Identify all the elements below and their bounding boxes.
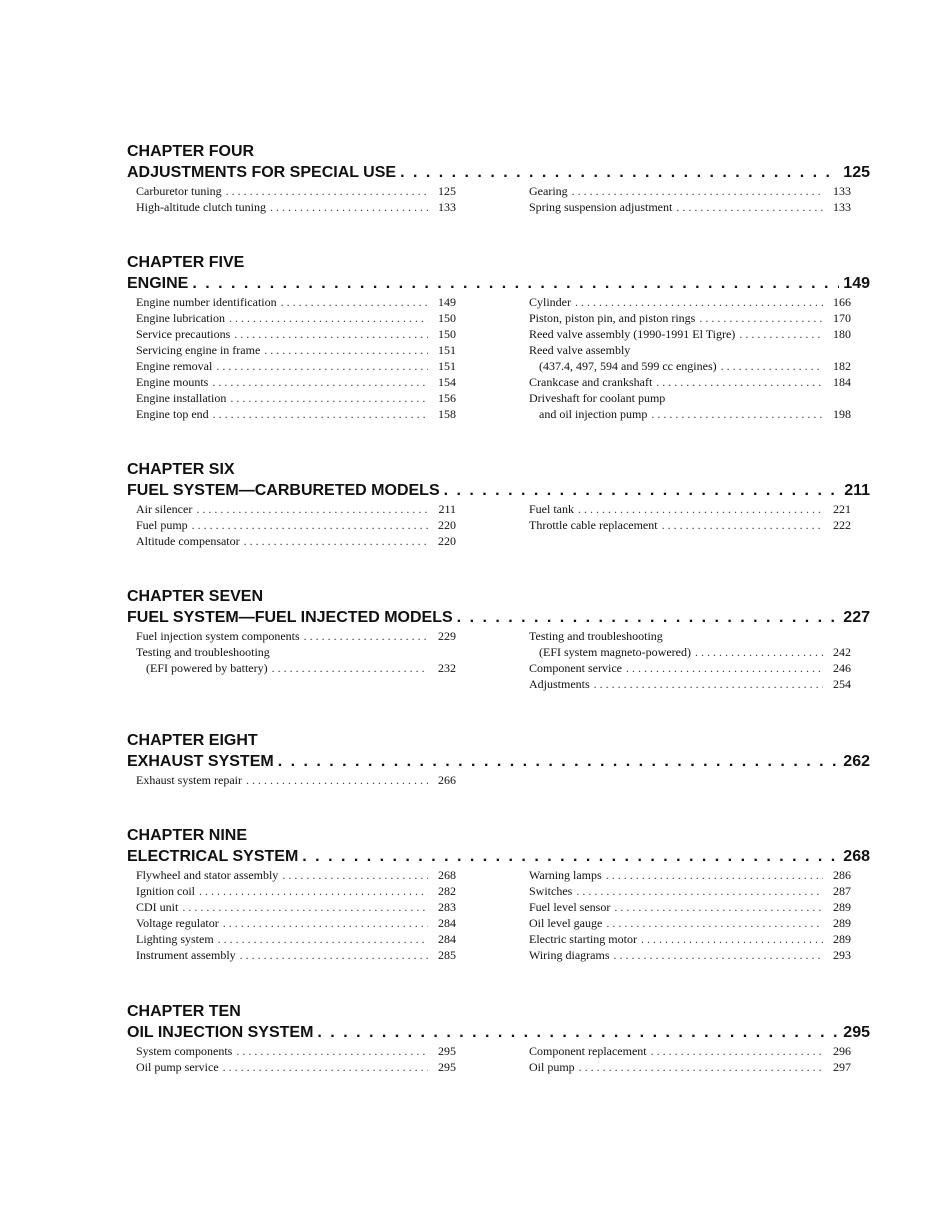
toc-entry[interactable] bbox=[529, 644, 851, 660]
entry-title: Reed valve assembly bbox=[529, 343, 631, 357]
entry-title: High-altitude clutch tuning bbox=[136, 200, 266, 214]
leader-dots bbox=[614, 947, 824, 963]
entry-page: 242 bbox=[833, 645, 851, 659]
toc-entry[interactable] bbox=[529, 628, 851, 644]
entry-page: 133 bbox=[438, 200, 456, 214]
entry-page: 133 bbox=[833, 184, 851, 198]
entry-title: Gearing bbox=[529, 184, 568, 198]
leader-dots bbox=[223, 1059, 428, 1075]
entry-page: 246 bbox=[833, 661, 851, 675]
entries-right-column bbox=[529, 1043, 851, 1075]
toc-entry[interactable] bbox=[136, 390, 456, 406]
entry-title: Reed valve assembly (1990-1991 El Tigre) bbox=[529, 327, 736, 341]
entry-page: 211 bbox=[438, 502, 456, 516]
toc-entry[interactable] bbox=[529, 406, 851, 422]
leader-dots bbox=[614, 899, 823, 915]
leader-dots bbox=[317, 1022, 839, 1043]
toc-entry[interactable] bbox=[529, 294, 851, 310]
entry-title: Throttle cable replacement bbox=[529, 518, 658, 532]
entry-page: 166 bbox=[833, 295, 851, 309]
leader-dots bbox=[278, 751, 840, 772]
entry-page: 295 bbox=[438, 1060, 456, 1074]
toc-entry[interactable] bbox=[136, 772, 456, 788]
toc-entry[interactable] bbox=[136, 644, 456, 660]
entry-page: 150 bbox=[438, 311, 456, 325]
entry-page: 284 bbox=[438, 932, 456, 946]
entry-title: Fuel level sensor bbox=[529, 900, 611, 914]
toc-entry[interactable] bbox=[529, 660, 851, 676]
entry-title: Adjustments bbox=[529, 677, 590, 691]
leader-dots bbox=[662, 517, 823, 533]
chapter-title-row[interactable] bbox=[127, 846, 870, 867]
entry-page: 151 bbox=[438, 343, 456, 357]
toc-entry[interactable] bbox=[136, 947, 456, 963]
entry-title: (437.4, 497, 594 and 599 cc engines) bbox=[539, 359, 717, 373]
entry-page: 286 bbox=[833, 868, 851, 882]
leader-dots bbox=[213, 406, 428, 422]
entry-title: Testing and troubleshooting bbox=[136, 645, 270, 659]
toc-entry[interactable] bbox=[529, 676, 851, 692]
entry-page: 268 bbox=[438, 868, 456, 882]
chapter-label: CHAPTER EIGHT bbox=[127, 732, 258, 749]
chapter-label: CHAPTER FOUR bbox=[127, 143, 255, 160]
chapter-page-number: 211 bbox=[844, 482, 870, 499]
chapter-title: ENGINE bbox=[127, 275, 189, 292]
entries-right-column bbox=[529, 867, 851, 963]
entry-title: Carburetor tuning bbox=[136, 184, 222, 198]
entry-page: 133 bbox=[833, 200, 851, 214]
entry-title: Oil level gauge bbox=[529, 916, 603, 930]
leader-dots bbox=[576, 883, 823, 899]
toc-entry[interactable] bbox=[529, 358, 851, 374]
toc-entry[interactable] bbox=[136, 183, 456, 199]
entry-title: Engine number identification bbox=[136, 295, 277, 309]
chapter-title: OIL INJECTION SYSTEM bbox=[127, 1024, 314, 1041]
entry-title: Voltage regulator bbox=[136, 916, 219, 930]
entry-page: 266 bbox=[438, 773, 456, 787]
entry-title: Lighting system bbox=[136, 932, 214, 946]
toc-entry[interactable] bbox=[529, 374, 851, 390]
entry-page: 149 bbox=[438, 295, 456, 309]
toc-entry[interactable] bbox=[136, 867, 456, 883]
chapter-eight bbox=[127, 731, 870, 787]
leader-dots bbox=[304, 628, 428, 644]
leader-dots bbox=[199, 883, 428, 899]
leader-dots bbox=[641, 931, 823, 947]
entry-title: Ignition coil bbox=[136, 884, 195, 898]
entry-page: 182 bbox=[833, 359, 851, 373]
chapter-label: CHAPTER SEVEN bbox=[127, 588, 264, 605]
chapter-page-number: 268 bbox=[843, 848, 870, 865]
leader-dots bbox=[457, 607, 840, 628]
leader-dots bbox=[656, 374, 823, 390]
entry-page: 180 bbox=[833, 327, 851, 341]
entry-title: and oil injection pump bbox=[539, 407, 648, 421]
leader-dots bbox=[216, 358, 428, 374]
entry-page: 287 bbox=[833, 884, 851, 898]
chapter-seven bbox=[127, 587, 870, 691]
toc-entry[interactable] bbox=[529, 183, 851, 199]
entry-title: CDI unit bbox=[136, 900, 179, 914]
leader-dots bbox=[218, 931, 428, 947]
leader-dots bbox=[192, 517, 428, 533]
toc-entry[interactable] bbox=[136, 1043, 456, 1059]
chapter-label: CHAPTER SIX bbox=[127, 461, 235, 478]
leader-dots bbox=[236, 1043, 428, 1059]
leader-dots bbox=[721, 358, 823, 374]
entry-title: Engine lubrication bbox=[136, 311, 225, 325]
entry-page: 125 bbox=[438, 184, 456, 198]
entry-title: Servicing engine in frame bbox=[136, 343, 261, 357]
entries-right-column bbox=[529, 501, 851, 533]
toc-entry[interactable] bbox=[136, 931, 456, 947]
leader-dots bbox=[578, 501, 823, 517]
chapter-five bbox=[127, 253, 870, 421]
entry-title: Engine top end bbox=[136, 407, 209, 421]
chapter-page-number: 149 bbox=[843, 275, 870, 292]
leader-dots bbox=[302, 846, 839, 867]
toc-entry[interactable] bbox=[529, 390, 851, 406]
entry-title: Cylinder bbox=[529, 295, 571, 309]
entry-title: Air silencer bbox=[136, 502, 193, 516]
entry-title: Exhaust system repair bbox=[136, 773, 242, 787]
entry-title: Fuel pump bbox=[136, 518, 188, 532]
chapter-title-row[interactable] bbox=[127, 162, 870, 183]
toc-entry[interactable] bbox=[529, 1043, 851, 1059]
leader-dots bbox=[626, 660, 823, 676]
chapter-label: CHAPTER TEN bbox=[127, 1003, 241, 1020]
entry-page: 156 bbox=[438, 391, 456, 405]
leader-dots bbox=[676, 199, 823, 215]
entry-page: 229 bbox=[438, 629, 456, 643]
entry-title: Electric starting motor bbox=[529, 932, 637, 946]
toc-entry[interactable] bbox=[136, 660, 456, 676]
leader-dots bbox=[606, 867, 823, 883]
chapter-title-row[interactable] bbox=[127, 607, 870, 628]
leader-dots bbox=[240, 947, 428, 963]
leader-dots bbox=[579, 1059, 823, 1075]
chapter-nine bbox=[127, 826, 870, 962]
toc-entry[interactable] bbox=[529, 199, 851, 215]
entries-left-column bbox=[136, 772, 456, 788]
chapter-title: FUEL SYSTEM—FUEL INJECTED MODELS bbox=[127, 609, 453, 626]
toc-entry[interactable] bbox=[136, 342, 456, 358]
entry-page: 296 bbox=[833, 1044, 851, 1058]
entry-page: 222 bbox=[833, 518, 851, 532]
entry-title: Engine installation bbox=[136, 391, 227, 405]
toc-entry[interactable] bbox=[136, 374, 456, 390]
toc-entry[interactable] bbox=[136, 899, 456, 915]
entry-page: 254 bbox=[833, 677, 851, 691]
chapter-title-row[interactable] bbox=[127, 273, 870, 294]
chapter-page-number: 125 bbox=[843, 164, 870, 181]
chapter-title: EXHAUST SYSTEM bbox=[127, 753, 274, 770]
chapter-title: FUEL SYSTEM—CARBURETED MODELS bbox=[127, 482, 440, 499]
entries-right-column bbox=[529, 628, 851, 692]
toc-entry[interactable] bbox=[136, 915, 456, 931]
leader-dots bbox=[695, 644, 823, 660]
toc-entry[interactable] bbox=[136, 501, 456, 517]
chapter-title: ELECTRICAL SYSTEM bbox=[127, 848, 299, 865]
toc-entry[interactable] bbox=[529, 931, 851, 947]
leader-dots bbox=[272, 660, 428, 676]
chapter-page-number: 227 bbox=[843, 609, 870, 626]
leader-dots bbox=[575, 294, 823, 310]
entry-title: Fuel tank bbox=[529, 502, 574, 516]
entry-page: 289 bbox=[833, 916, 851, 930]
entry-title: Service precautions bbox=[136, 327, 231, 341]
toc-entry[interactable] bbox=[529, 342, 851, 358]
entry-title: Altitude compensator bbox=[136, 534, 240, 548]
entry-page: 293 bbox=[833, 948, 851, 962]
toc-entry[interactable] bbox=[529, 899, 851, 915]
chapter-four bbox=[127, 142, 870, 214]
chapter-page-number: 295 bbox=[843, 1024, 870, 1041]
leader-dots bbox=[651, 1043, 823, 1059]
entry-page: 289 bbox=[833, 900, 851, 914]
leader-dots bbox=[192, 273, 839, 294]
toc-entry[interactable] bbox=[136, 406, 456, 422]
leader-dots bbox=[739, 326, 823, 342]
leader-dots bbox=[444, 480, 841, 501]
leader-dots bbox=[606, 915, 823, 931]
entry-page: 295 bbox=[438, 1044, 456, 1058]
entry-title: Component replacement bbox=[529, 1044, 647, 1058]
toc-entry[interactable] bbox=[136, 533, 456, 549]
entries-left-column bbox=[136, 501, 456, 549]
chapter-title-row[interactable] bbox=[127, 1022, 870, 1043]
entries-left-column bbox=[136, 867, 456, 963]
leader-dots bbox=[282, 867, 428, 883]
leader-dots bbox=[594, 676, 823, 692]
entry-title: (EFI system magneto-powered) bbox=[539, 645, 691, 659]
entry-title: Oil pump bbox=[529, 1060, 575, 1074]
entry-page: 154 bbox=[438, 375, 456, 389]
leader-dots bbox=[281, 294, 428, 310]
entries-right-column bbox=[529, 183, 851, 215]
entry-title: Warning lamps bbox=[529, 868, 602, 882]
leader-dots bbox=[264, 342, 428, 358]
leader-dots bbox=[234, 326, 428, 342]
entry-page: 289 bbox=[833, 932, 851, 946]
toc-entry[interactable] bbox=[529, 947, 851, 963]
entry-title: Component service bbox=[529, 661, 622, 675]
entry-page: 150 bbox=[438, 327, 456, 341]
leader-dots bbox=[572, 183, 823, 199]
entry-page: 220 bbox=[438, 534, 456, 548]
leader-dots bbox=[400, 162, 839, 183]
entry-page: 221 bbox=[833, 502, 851, 516]
entry-title: Piston, piston pin, and piston rings bbox=[529, 311, 696, 325]
entry-title: System components bbox=[136, 1044, 233, 1058]
leader-dots bbox=[230, 390, 428, 406]
entry-page: 284 bbox=[438, 916, 456, 930]
entry-page: 232 bbox=[438, 661, 456, 675]
entry-page: 283 bbox=[438, 900, 456, 914]
entry-title: Engine removal bbox=[136, 359, 213, 373]
leader-dots bbox=[244, 533, 428, 549]
leader-dots bbox=[223, 915, 428, 931]
toc-entry[interactable] bbox=[136, 326, 456, 342]
leader-dots bbox=[699, 310, 823, 326]
toc-entry[interactable] bbox=[136, 199, 456, 215]
toc-entry[interactable] bbox=[529, 310, 851, 326]
leader-dots bbox=[196, 501, 428, 517]
toc-entry[interactable] bbox=[136, 517, 456, 533]
entry-page: 158 bbox=[438, 407, 456, 421]
entries-left-column bbox=[136, 1043, 456, 1075]
toc-entry[interactable] bbox=[529, 883, 851, 899]
toc-entry[interactable] bbox=[529, 517, 851, 533]
entry-page: 198 bbox=[833, 407, 851, 421]
chapter-page-number: 262 bbox=[843, 753, 870, 770]
entry-page: 220 bbox=[438, 518, 456, 532]
toc-entry[interactable] bbox=[136, 1059, 456, 1075]
toc-entry[interactable] bbox=[529, 1059, 851, 1075]
entry-title: Engine mounts bbox=[136, 375, 209, 389]
entry-title: Switches bbox=[529, 884, 573, 898]
toc-entry[interactable] bbox=[529, 326, 851, 342]
entry-title: Oil pump service bbox=[136, 1060, 219, 1074]
entries-left-column bbox=[136, 183, 456, 215]
chapter-ten bbox=[127, 1002, 870, 1074]
chapter-title: ADJUSTMENTS FOR SPECIAL USE bbox=[127, 164, 397, 181]
leader-dots bbox=[651, 406, 823, 422]
entry-title: Testing and troubleshooting bbox=[529, 629, 663, 643]
leader-dots bbox=[270, 199, 428, 215]
toc-entry[interactable] bbox=[136, 883, 456, 899]
entry-title: Crankcase and crankshaft bbox=[529, 375, 653, 389]
leader-dots bbox=[226, 183, 428, 199]
toc-entry[interactable] bbox=[136, 628, 456, 644]
chapter-title-row[interactable] bbox=[127, 751, 870, 772]
entry-page: 297 bbox=[833, 1060, 851, 1074]
leader-dots bbox=[246, 772, 428, 788]
entry-title: Flywheel and stator assembly bbox=[136, 868, 279, 882]
toc-entry[interactable] bbox=[529, 501, 851, 517]
chapter-label: CHAPTER FIVE bbox=[127, 254, 245, 271]
entry-title: Fuel injection system components bbox=[136, 629, 300, 643]
entry-title: (EFI powered by battery) bbox=[146, 661, 268, 675]
entry-page: 170 bbox=[833, 311, 851, 325]
entries-right-column bbox=[529, 294, 851, 422]
entry-page: 285 bbox=[438, 948, 456, 962]
chapter-title-row[interactable] bbox=[127, 480, 870, 501]
chapter-label: CHAPTER NINE bbox=[127, 827, 248, 844]
chapter-six bbox=[127, 460, 870, 548]
toc-entry[interactable] bbox=[529, 915, 851, 931]
entry-title: Driveshaft for coolant pump bbox=[529, 391, 666, 405]
toc-entry[interactable] bbox=[136, 310, 456, 326]
entry-title: Wiring diagrams bbox=[529, 948, 610, 962]
entries-left-column bbox=[136, 294, 456, 422]
entry-page: 151 bbox=[438, 359, 456, 373]
leader-dots bbox=[212, 374, 428, 390]
entry-title: Instrument assembly bbox=[136, 948, 236, 962]
entry-page: 184 bbox=[833, 375, 851, 389]
toc-entry[interactable] bbox=[136, 294, 456, 310]
toc-entry[interactable] bbox=[529, 867, 851, 883]
leader-dots bbox=[229, 310, 428, 326]
entry-page: 282 bbox=[438, 884, 456, 898]
entry-title: Spring suspension adjustment bbox=[529, 200, 673, 214]
entries-left-column bbox=[136, 628, 456, 676]
leader-dots bbox=[182, 899, 428, 915]
toc-entry[interactable] bbox=[136, 358, 456, 374]
